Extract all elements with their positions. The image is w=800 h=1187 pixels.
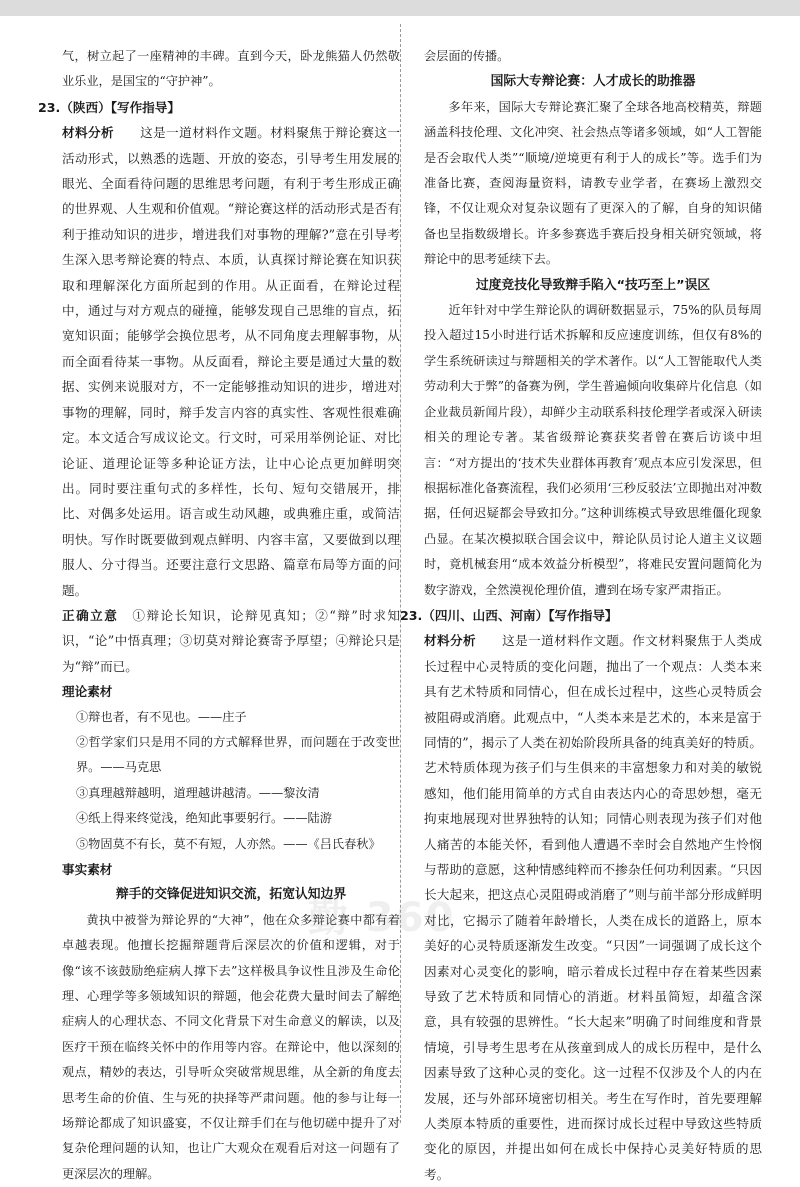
analysis-label-2: 材料分析 (424, 633, 477, 649)
fact-text: 黄执中被誉为辩论界的“大神”，他在众多辩论赛中都有着卓越表现。他擅长挖掘辩题背后深层次的价值和逻辑，对于像“该不该鼓励绝症病人撑下去”这样极具争议性且涉及生命伦理、心理学等多领域知识的辩题，他会花费大量时间去了解绝症病人的心理状态、不同文化背景下对生命意义的解读，以及医疗干预在临终关怀中的作用等内容。在辩论中，他以深刻的观点，精妙的表达，引导听众突破常规思维，从全新的角度去思考生命的价值、生与死的抉择等严肃问题。他的参与让每一场辩论都成了知识盛宴，不仅让辩手们在与他切磋中提升了对复杂伦理问题的认知，也让广大观众在观看后对这一问题有了更深层次的理解。 (62, 912, 400, 1181)
question-23b-heading: 23.（四川、山西、河南）【写作指导】 (400, 607, 618, 623)
theory-quote-1: ①辩也者，有不见也。——庄子 (76, 709, 247, 724)
theory-quote-4: ④纸上得来终觉浅，绝知此事要躬行。——陆游 (76, 811, 332, 826)
column-divider (400, 24, 401, 1123)
watermark-logo: 勤 360 (308, 895, 456, 941)
theory-label: 理论素材 (62, 684, 113, 700)
question-23-heading: 23.（陕西）【写作指导】 (38, 99, 180, 115)
material-analysis (62, 120, 400, 603)
left-continuation: 气，树立起了一座精神的丰碑。直到今天，卧龙熊猫人仍然敬业乐业，是国宝的“守护神”。 (62, 49, 400, 89)
theory-quote-5: ⑤物固莫不有长，莫不有短，人亦然。——《吕氏春秋》 (76, 836, 381, 851)
analysis-label: 材料分析 (62, 125, 115, 141)
thesis-text: ①辩论长知识，论辩见真知；②“辩”时求知识，“论”中悟真理；③切莫对辩论赛寄予厚望；④辩论只是为“辩”而已。 (62, 607, 401, 674)
right-column (400, 44, 763, 1187)
material-analysis-2 (424, 628, 762, 1187)
thesis-label: 正确立意 (62, 607, 119, 623)
section-text-2: 近年针对中学生辩论队的调研数据显示，75%的队员每周投入超过15小时进行话术拆解和反应速度训练，但仅有8%的学生系统研读过与辩题相关的学术著作。以“人工智能取代人类劳动利大于弊”的备赛为例，学生普遍倾向收集碎片化信息（如企业裁员新闻片段），却鲜少主动联系科技伦理学者或深入研读相关的理论专著。某省级辩论赛获奖者曾在赛后访谈中坦言：“对方提出的‘技术失业群体再教育’观点本应引发深思，但根据标准化备赛流程，我们必须用‘三秒反驳法’立即抛出对冲数据，任何迟疑都会导致扣分。”这种训练模式导致思维僵化现象凸显。在某次模拟联合国会议中，辩论队员讨论人道主义议题时，竟机械套用“成本效益分析模型”，将难民安置问题简化为数字游戏，全然漠视伦理价值，遭到在场专家严肃指正。 (424, 303, 762, 597)
top-bar (0, 0, 800, 16)
section-text-1: 多年来，国际大专辩论赛汇聚了全球各地高校精英，辩题涵盖科技伦理、文化冲突、社会热点等诸多领域，如“人工智能是否会取代人类”“顺境/逆境更有利于人的成长”等。选手们为准备比赛，查阅海量资料，请教专业学者，在赛场上激烈交锋，不仅让观众对复杂议题有了更深入的了解，自身的知识储备也呈指数级增长。许多参赛选手赛后投身相关研究领域，将辩论中的思考延续下去。 (424, 99, 762, 267)
fact-title: 辩手的交锋促进知识交流，拓宽认知边界 (115, 887, 347, 903)
fact-label: 事实素材 (62, 862, 113, 877)
section-heading-2: 过度竞技化导致辩手陷入“技巧至上”误区 (475, 277, 711, 293)
section-heading-1: 国际大专辩论赛：人才成长的助推器 (490, 74, 696, 90)
theory-quote-3: ③真理越辩越明，道理越讲越清。——黎汝清 (76, 785, 320, 800)
analysis-text-2: 这是一道材料作文题。作文材料聚焦于人类成长过程中心灵特质的变化问题，抛出了一个观点：人类本来具有艺术特质和同情心，但在成长过程中，这些心灵特质会被阻碍或消磨。此观点中，“人类本来是艺术的，本来是富于同情的”，揭示了人类在初始阶段所具备的纯真美好的特质。艺术特质体现为孩子们与生俱来的丰富想象力和对美的敏锐感知，他们能用简单的方式自由表达内心的奇思妙想，毫无拘束地展现对世界独特的认知；同情心则表现为孩子们对他人痛苦的本能关怀，看到他人遭遇不幸时会自然地产生怜悯与帮助的意愿，这种情感纯粹而不掺杂任何功利因素。“只因长大起来，把这点心灵阻碍或消磨了”则与前半部分形成鲜明对比，它揭示了随着年龄增长，人类在成长的道路上，原本美好的心灵特质逐渐发生改变。“只因”一词强调了成长这个因素对心灵变化的影响，暗示着成长过程中存在着某些因素导致了艺术特质和同情心的消逝。材料虽简短，却蕴含深意，具有较强的思辨性。“长大起来”明确了时间维度和背景情境，引导考生思考在从孩童到成人的成长历程中，是什么因素导致了这种心灵的变化。这一过程不仅涉及个人的内在发展，还与外部环境密切相关。考生在写作时，首先要理解人类原本特质的重要性，进而探讨成长过程中导致这些特质变化的原因，并提出如何在成长中保持心灵美好特质的思考。 (424, 633, 763, 1182)
theory-quote-2: ②哲学家们只是用不同的方式解释世界，而问题在于改变世界。——马克思 (76, 734, 400, 775)
right-continuation: 会层面的传播。 (424, 49, 510, 63)
left-column (38, 44, 401, 1187)
correct-thesis (62, 603, 400, 679)
analysis-text: 这是一道材料作文题。材料聚焦于辩论赛这一活动形式，以熟悉的选题、开放的姿态，引导考生用发展的眼光、全面看待问题的思维思考问题，有利于考生形成正确的世界观、人生观和价值观。“辩论赛这样的活动形式是否有利于推动知识的进步，增进我们对事物的理解?”意在引导考生深入思考辩论赛的特点、本质，认真探讨辩论赛在知识获取和理解深化方面所起到的作用。从正面看，在辩论过程中，通过与对方观点的碰撞，能够发现自己思维的盲点，拓宽知识面；能够学会换位思考，从不同角度去理解事物，从而全面看待某一事物。从反面看，辩论主要是通过大量的数据、实例来说服对方，不一定能够推动知识的进步，增进对事物的理解，同时，辩手发言内容的真实性、客观性很难确定。本文适合写成议论文。行文时，可采用举例论证、对比论证、道理论证等多种论证方法，让中心论点更加鲜明突出。同时要注重句式的多样性，长句、短句交错展开，排比、对偶多处运用。语言或生动风趣，或典雅庄重，或简洁明快。写作时既要做到观点鲜明、内容丰富，又要做到以理服人、分寸得当。还要注意行文思路、篇章布局等方面的问题。 (62, 125, 401, 598)
